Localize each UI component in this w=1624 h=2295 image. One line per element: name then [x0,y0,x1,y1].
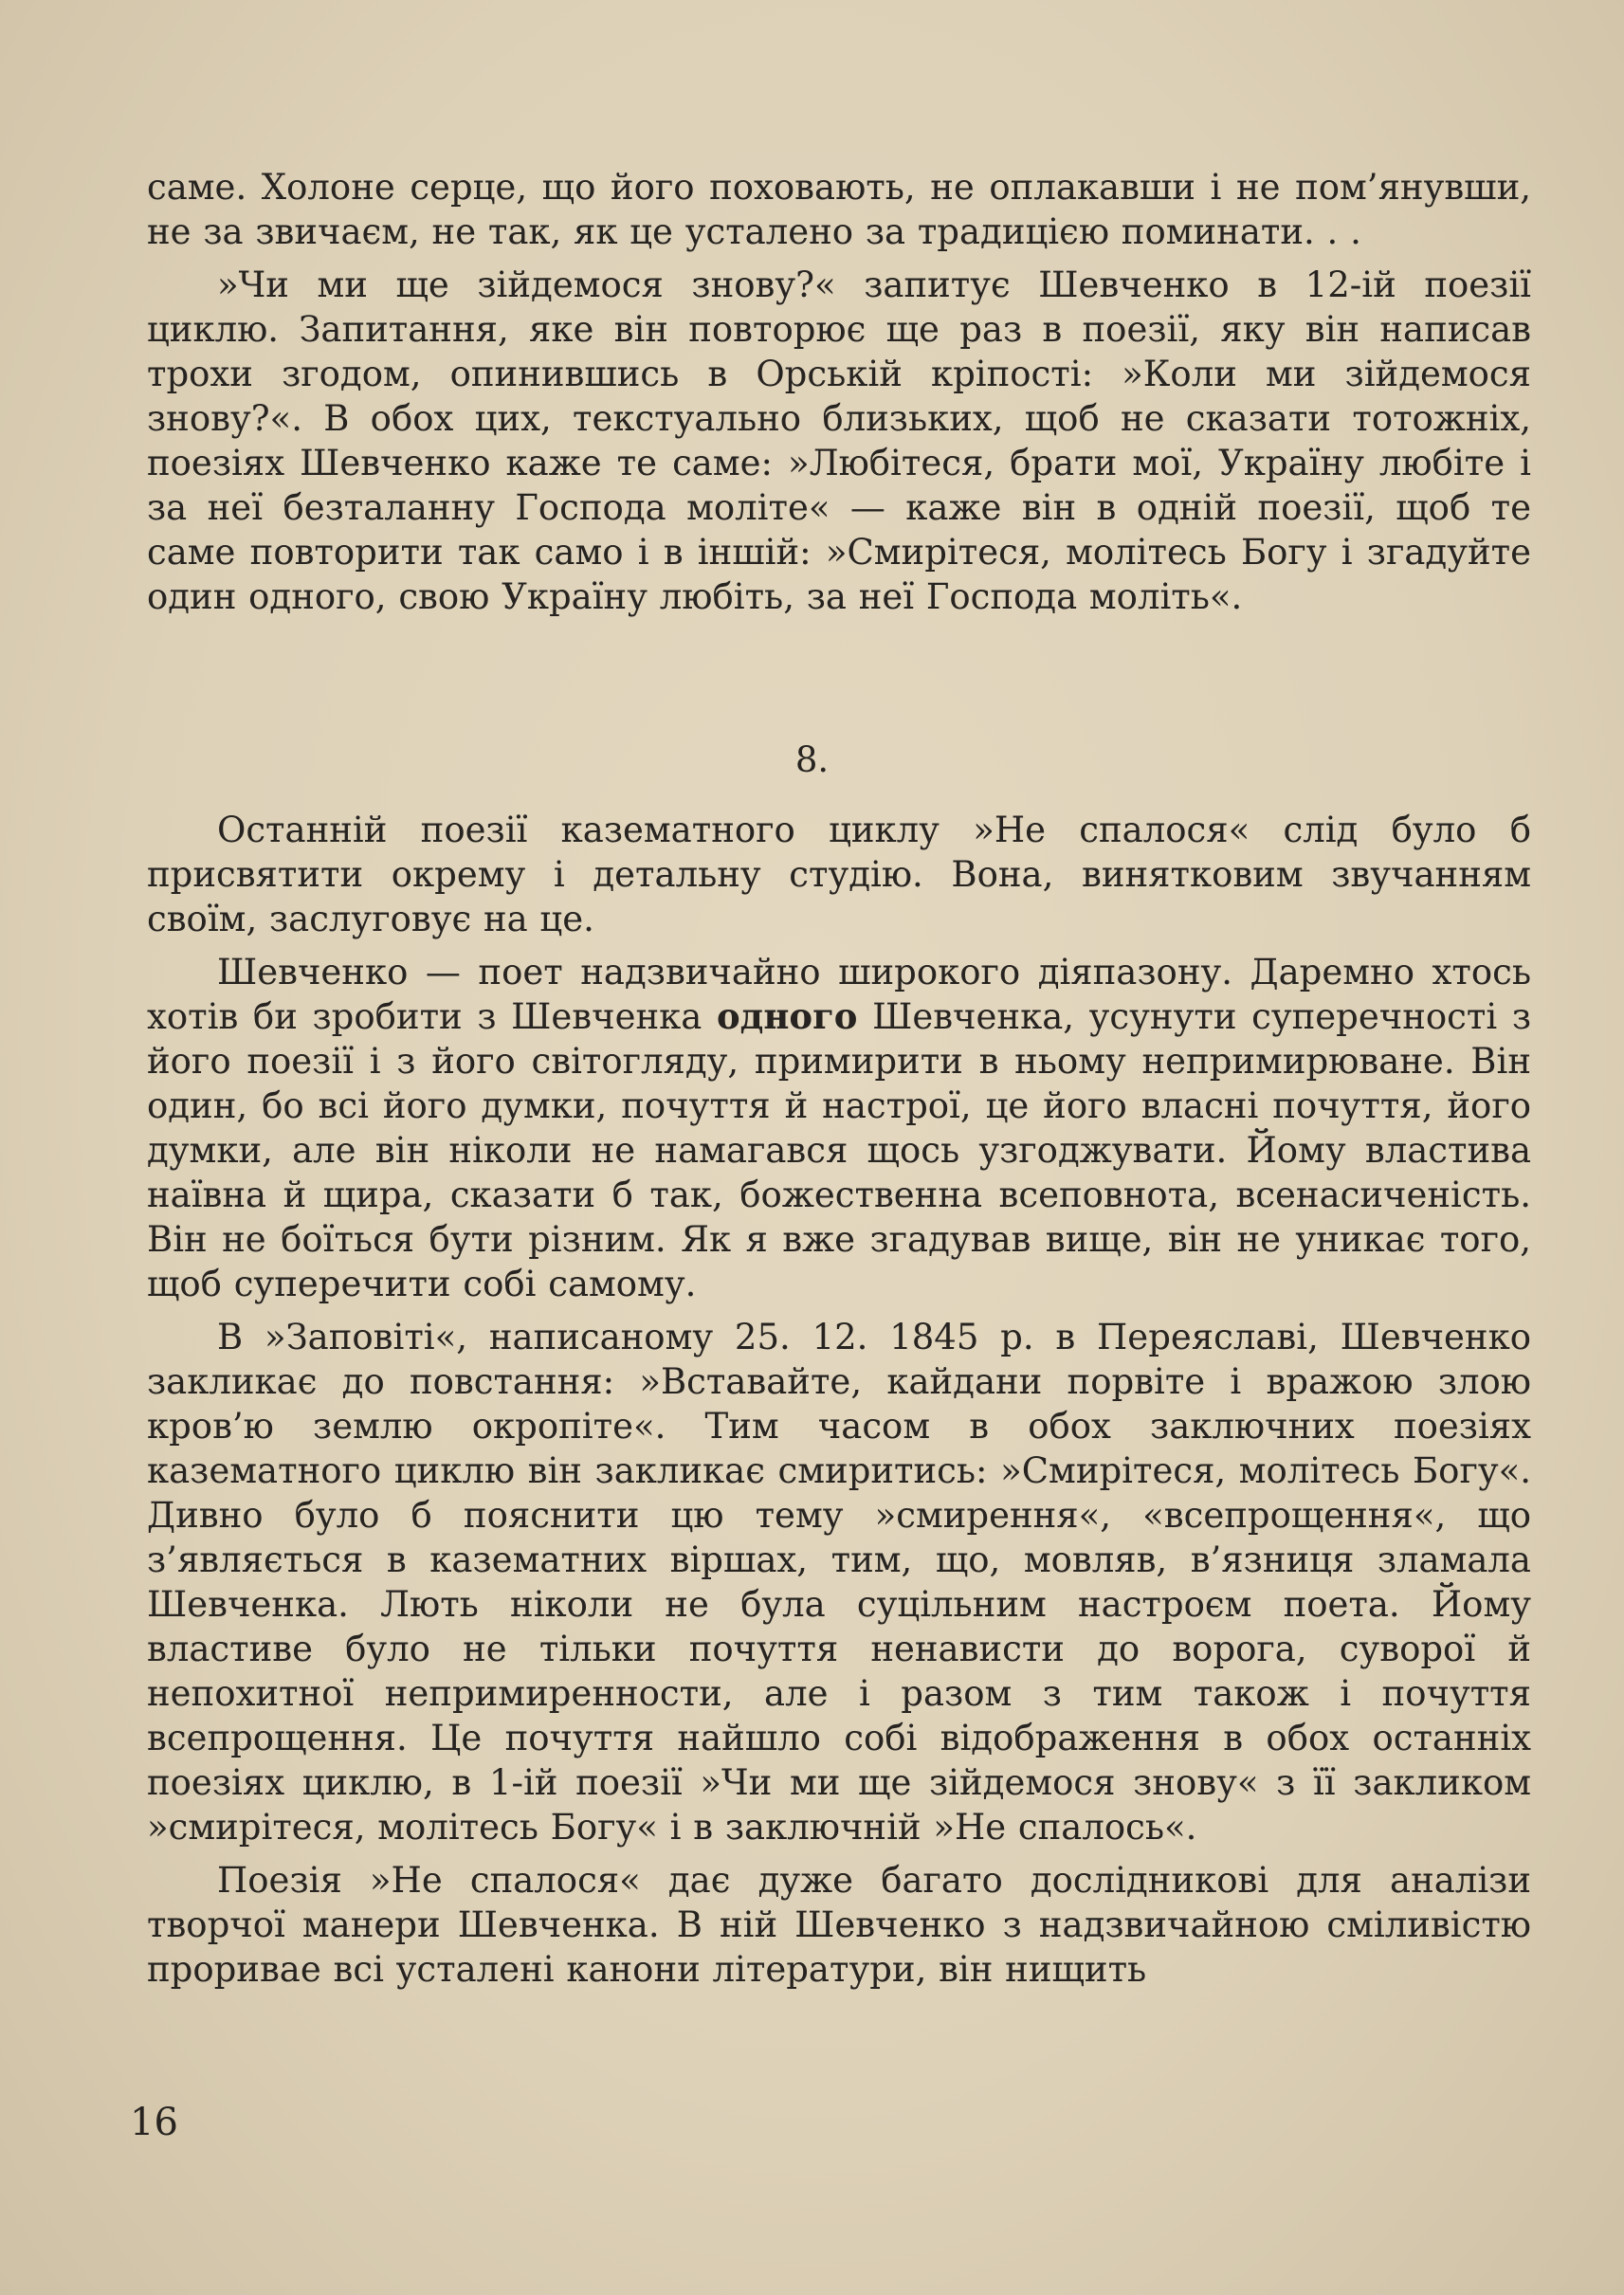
paragraph-wide-range [147,950,1531,1306]
paragraph-not-sleeping: Поезія »Не спалося« дає дуже багато дослідникові для аналізи творчої манери Шевченка. В ній Шевченко з надзвичайною сміливістю проривае всі усталені канони літератури, він нищить [147,1860,1531,1990]
paragraph-question: »Чи ми ще зійдемося знову?« запитує Шевченко в 12-ій поезії циклю. Запитання, яке він повторює ще раз в поезії, яку він написав трохи згодом, опинившись в Орській кріпості: »Коли ми зійдемося знову?«. В обох цих, текстуально близьких, щоб не сказати тотожніх, поезіях Шевченко каже те саме: »Любітеся, брати мої, Україну любіте і за неї безталанну Господа моліте« — каже він в одній поезії, щоб те саме повторити так само і в іншій: »Смирітеся, молітесь Богу і згадуйте один одного, свою Україну любіть, за неї Господа моліть«. [147,264,1531,617]
paragraph-wide-range-part2: Шевченка, усунути суперечності з його поезії і з його світогляду, примирити в ньому непримирюване. Він один, бо всі його думки, почуття й настрої, це його власні почуття, його думки, але він ніколи не намагався щось узгоджувати. Йому властива наївна й щира, сказати б так, божественна всеповнота, всенасиченість. Він не боїться бути різним. Як я вже згадував вище, він не уникає того, щоб суперечити собі самому. [147,996,1532,1304]
paragraph-continuation: саме. Холоне серце, що його поховають, не оплакавши і не пом’янувши, не за звичаєм, не так, як це усталено за традицією поминати. . . [147,167,1531,252]
page-number: 16 [130,2101,178,2144]
paragraph-testament: В »Заповіті«, написаному 25. 12. 1845 р. в Переяславі, Шевченко закликає до повстання: »Вставайте, кайдани порвіте і вражою злою кров’ю землю окропіте«. Тим часом в обох заключних поезіях казематного циклю він закликає смиритись: »Смирітеся, молітесь Богу«. Дивно було б пояснити цю тему »смирення«, «всепрощення«, що з’являється в казематних віршах, тим, що, мовляв, в’язниця зламала Шевченка. Лють ніколи не була суцільним настроєм поета. Йому властиве було не тільки почуття ненависти до ворога, суворої й непохитної непримиренности, але і разом з тим також і почуття всепрощення. Це почуття найшло собі відображення в обох останніх поезіях циклю, в 1-ій поезії »Чи ми ще зійдемося знову« з її закликом »смирітеся, молітесь Богу« і в заключній »Не спалось«. [147,1317,1531,1848]
emphasis-word: одного [717,995,858,1037]
paragraph-wide-range-part1: Шевченко — поет надзвичайно широкого діяпазону. Даремно хтось хотів би зробити з Шевченка [147,952,1531,1037]
top-text-block [147,165,1531,619]
main-text-block [147,808,1531,1992]
paragraph-last-poem: Останній поезії казематного циклу »Не спалося« слід було б присвятити окрему і детальну студію. Вона, винятковим звучанням своїм, заслуговує на це. [147,810,1531,939]
section-number: 8. [794,739,830,780]
